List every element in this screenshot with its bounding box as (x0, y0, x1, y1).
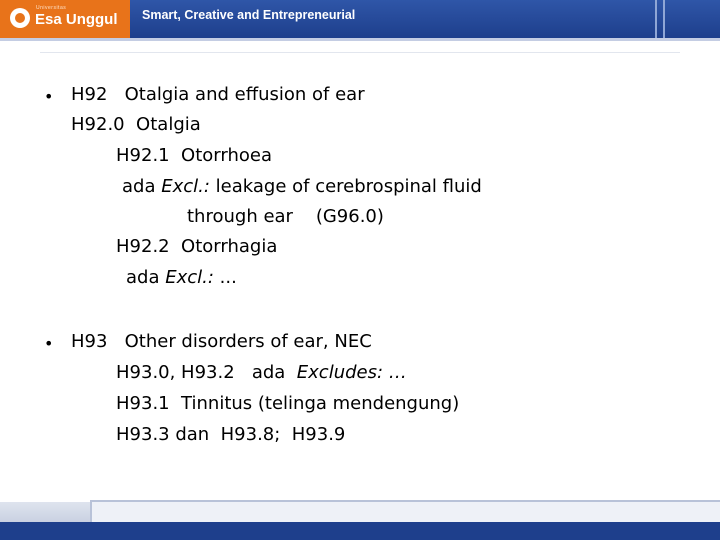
bullet-heading-h93: H93 Other disorders of ear, NEC (71, 331, 372, 352)
university-logo (0, 0, 130, 38)
code-h93-0-h93-2 (116, 358, 407, 388)
logo-text: Esa Unggul (35, 11, 118, 28)
bullet-heading-h92: H92 Otalgia and effusion of ear (71, 84, 365, 105)
bullet-marker: • (44, 87, 54, 106)
slide-frame-line (40, 52, 680, 53)
code-h92-0: H92.0 Otalgia (71, 114, 201, 135)
code-h92-1: H92.1 Otorrhoea (116, 145, 272, 166)
excl-label: Excl.: (161, 176, 210, 197)
header-rule (0, 38, 720, 41)
footer-strip (0, 522, 720, 540)
ada-label: ada (126, 267, 166, 288)
excl-text: ... (213, 267, 237, 288)
header-tagline: Smart, Creative and Entrepreneurial (142, 8, 356, 22)
ada-label: ada (122, 176, 162, 197)
excl-text: leakage of cerebrospinal fluid (209, 176, 482, 197)
logo-small-text: Universitas (36, 5, 67, 11)
footer-panel (90, 500, 720, 522)
code-h93-3-h93-9: H93.3 dan H93.8; H93.9 (116, 424, 346, 445)
excludes-label: Excludes: … (296, 362, 407, 383)
excl-line-h92-1 (122, 172, 482, 202)
code-h93-1: H93.1 Tinnitus (telinga mendengung) (116, 393, 460, 414)
code-h92-2: H92.2 Otorrhagia (116, 236, 278, 257)
logo-emblem-icon (10, 8, 30, 28)
excl-continuation: through ear (G96.0) (187, 206, 384, 227)
bullet-marker: • (44, 334, 54, 353)
excl-label: Excl.: (165, 267, 214, 288)
header-corner-decoration (655, 0, 665, 38)
excl-line-h92-2 (126, 263, 237, 293)
codes-text: H93.0, H93.2 ada (116, 362, 297, 383)
